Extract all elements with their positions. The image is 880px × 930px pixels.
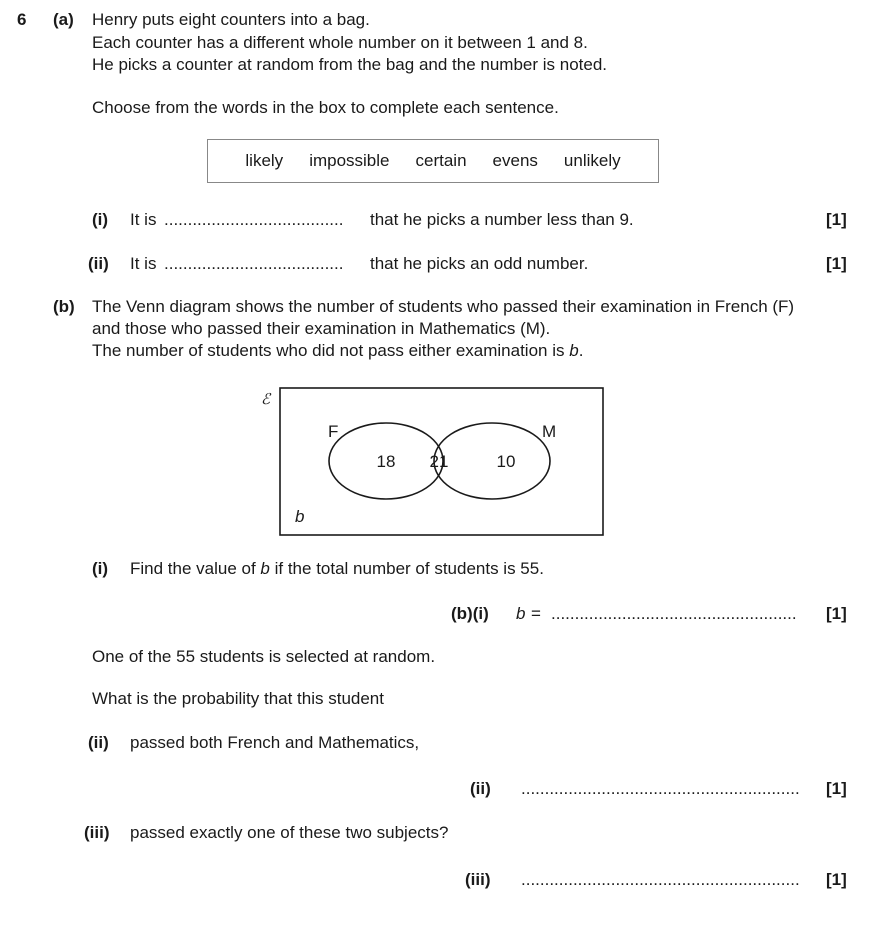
region-both: 21 <box>429 452 449 471</box>
part-b-line-3-text: The number of students who did not pass either examination is <box>92 341 570 360</box>
variable-b: b <box>260 559 270 578</box>
part-a-i-suffix: that he picks a number less than 9. <box>370 210 634 229</box>
universal-set-symbol: ℰ <box>261 392 271 408</box>
answer-line-b-iii[interactable]: ........................................................... <box>521 870 800 889</box>
part-a-line-3: He picks a counter at random from the bag and the number is noted. <box>92 55 608 74</box>
answer-label-b-ii: (ii) <box>470 779 491 798</box>
answer-line-b-ii[interactable]: ........................................................... <box>521 779 800 798</box>
word-option: impossible <box>309 151 390 170</box>
probability-text: What is the probability that this student <box>92 689 384 708</box>
part-a-ii-prefix: It is <box>130 254 157 273</box>
region-outside: b <box>295 507 305 526</box>
word-box <box>207 139 659 183</box>
marks-a-i: [1] <box>826 210 847 229</box>
marks-b-ii: [1] <box>826 779 847 798</box>
part-b-i-text-start: Find the value of <box>130 559 261 578</box>
word-option: evens <box>492 151 538 170</box>
answer-equals: = <box>531 604 541 623</box>
answer-label-b-iii: (iii) <box>465 870 491 889</box>
part-a-i-prefix: It is <box>130 210 157 229</box>
word-option: unlikely <box>563 151 621 170</box>
part-b-line-1: The Venn diagram shows the number of students who passed their examination in French (F) <box>92 297 795 316</box>
word-option: certain <box>415 151 467 170</box>
region-only-m: 10 <box>496 452 516 471</box>
part-a-ii-label: (ii) <box>88 254 109 273</box>
part-b-i-text-end: if the total number of students is 55. <box>269 559 544 578</box>
part-b-ii-text: passed both French and Mathematics, <box>130 733 420 752</box>
answer-label-b-i: (b)(i) <box>451 604 489 623</box>
answer-line-a-i[interactable]: ...................................... <box>164 210 344 229</box>
part-b-line-3 <box>92 340 583 362</box>
part-b-line-2: and those who passed their examination in Mathematics (M). <box>92 319 551 338</box>
variable-b: b <box>569 341 579 360</box>
part-b-ii-label: (ii) <box>88 733 109 752</box>
part-b-i-label: (i) <box>92 559 109 578</box>
part-a-label: (a) <box>53 10 74 29</box>
part-a-line-2: Each counter has a different whole number on it between 1 and 8. <box>92 33 588 52</box>
region-only-f: 18 <box>376 452 396 471</box>
part-a-instruction: Choose from the words in the box to complete each sentence. <box>92 98 559 117</box>
venn-diagram <box>258 385 608 537</box>
part-b-iii-text: passed exactly one of these two subjects? <box>130 823 449 842</box>
question-number: 6 <box>17 10 27 29</box>
part-b-line-3-end: . <box>578 341 584 360</box>
word-option: likely <box>245 151 284 170</box>
selection-text: One of the 55 students is selected at random. <box>92 647 436 666</box>
marks-b-i: [1] <box>826 604 847 623</box>
set-m-circle <box>434 423 550 499</box>
set-f-label: F <box>328 422 339 441</box>
answer-line-b-i[interactable]: .................................................... <box>551 604 797 623</box>
part-a-i-label: (i) <box>92 210 109 229</box>
marks-b-iii: [1] <box>826 870 847 889</box>
set-m-label: M <box>542 422 557 441</box>
part-b-label: (b) <box>53 297 75 316</box>
part-a-line-1: Henry puts eight counters into a bag. <box>92 10 370 29</box>
answer-line-a-ii[interactable]: ...................................... <box>164 254 344 273</box>
answer-variable-b: b <box>516 604 526 623</box>
marks-a-ii: [1] <box>826 254 847 273</box>
part-a-ii-suffix: that he picks an odd number. <box>370 254 589 273</box>
part-b-iii-label: (iii) <box>84 823 110 842</box>
part-b-i-text <box>130 558 544 580</box>
